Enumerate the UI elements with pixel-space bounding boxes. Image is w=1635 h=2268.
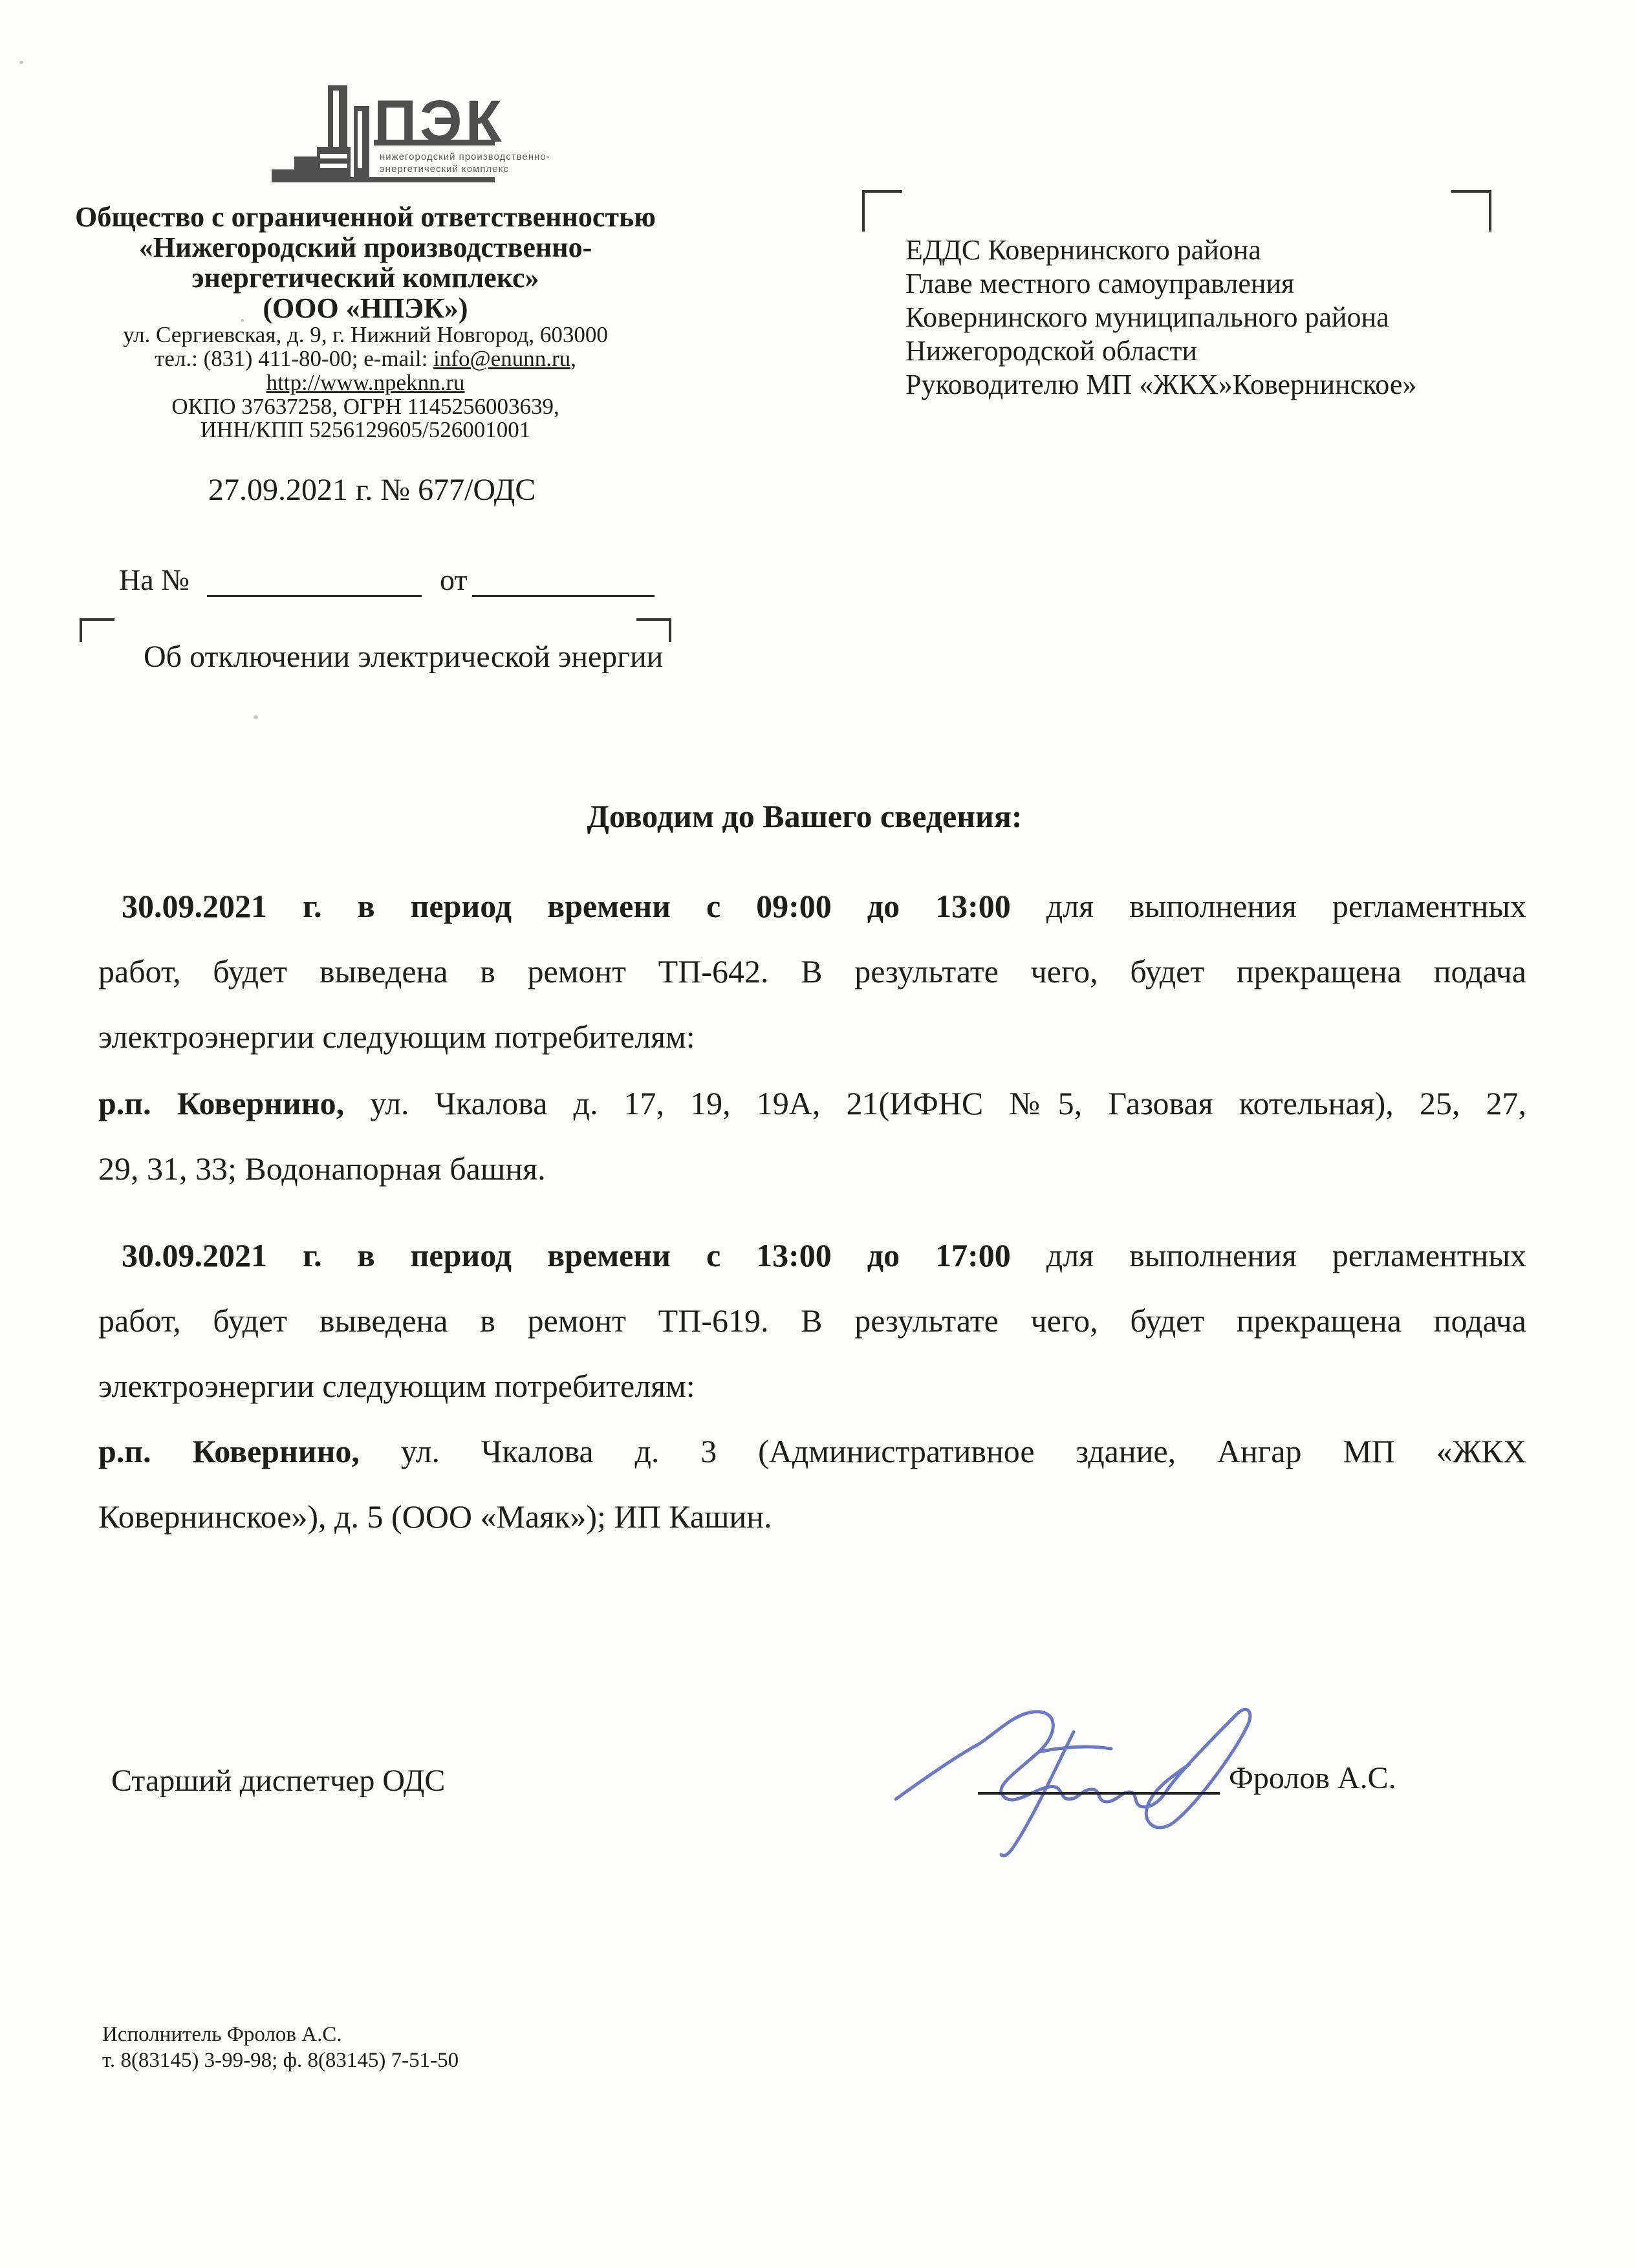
org-abbr-line: (ООО «НПЭК») [263,292,468,324]
outage2-consumers1-rest: ул. Чкалова д. 3 (Административное здание, Ангар МП «ЖКХ [359,1433,1526,1469]
scan-speckle [254,715,258,719]
outage1-line-1 [98,887,1526,925]
body-title: Доводим до Вашего сведения: [587,798,1023,834]
corner-mark-bottom-left [80,618,114,642]
outage1-line-3: электроэнергии следующим потребителям: [98,1019,695,1055]
recipient-line: Руководителю МП «ЖКХ»Ковернинское» [905,369,1417,400]
outage1-line1-rest: для выполнения регламентных [1010,888,1526,924]
outage1-place: р.п. Ковернино, [98,1085,345,1121]
logo-chimney-stripe-2 [358,111,362,168]
signer-name: Фролов А.С. [1229,1761,1396,1795]
reply-to-label: На № [119,563,190,596]
recipient-line: ЕДДС Ковернинского района [905,234,1261,266]
outage2-consumers-1 [98,1432,1526,1470]
org-registry-line-1: ОКПО 37637258, ОГРН 1145256003639, [171,394,559,419]
recipient-line: Нижегородской области [905,335,1198,367]
logo-tagline-2: энергетический комплекс [380,164,509,175]
outage2-consumers-2: Ковернинское»), д. 5 (ООО «Маяк»); ИП Кашин. [98,1498,772,1535]
org-name-line-2: энергетический комплекс» [191,262,539,294]
outage2-line1-rest: для выполнения регламентных [1010,1237,1526,1273]
signer-position: Старший диспетчер ОДС [111,1764,446,1798]
executor-phones: т. 8(83145) 3-99-98; ф. 8(83145) 7-51-50 [102,2049,459,2072]
company-logo [255,72,550,195]
org-registry-line-2: ИНН/КПП 5256129605/526001001 [200,417,531,442]
recipient-line: Ковернинского муниципального района [905,301,1389,333]
logo-tagline-1: нижегородский производственно- [380,151,550,162]
outage2-line-3: электроэнергии следующим потребителям: [98,1368,695,1404]
executor-line: Исполнитель Фролов А.С. [102,2023,342,2046]
outage2-line-1 [98,1237,1526,1274]
logo-baseline [272,177,495,182]
corner-mark-top-left [862,190,902,232]
recipient-line: Главе местного самоуправления [905,268,1295,299]
org-type-line: Общество с ограниченной ответственностью [75,201,656,233]
logo-window-slit [320,154,347,158]
outage1-consumers-2: 29, 31, 33; Водонапорная башня. [98,1150,546,1187]
outage1-consumers-1 [98,1085,1526,1122]
outage1-consumers1-rest: ул. Чкалова д. 17, 19, 19А, 21(ИФНС №5, Газовая котельная), 25, 27, [344,1085,1526,1121]
scan-speckle [241,319,244,322]
outage2-line-2: работ, будет выведена в ремонт ТП-619. В результате чего, будет прекращена подача [98,1302,1526,1339]
recipient-block [905,233,1416,402]
handwritten-signature [873,1681,1261,1888]
website-link: http://www.npeknn.ru [266,370,465,395]
email-link: info@enunn.ru [433,346,571,371]
subject-line: Об отключении электрической энергии [144,640,664,674]
contacts-comma: , [570,346,576,371]
reply-from-label: от [440,563,468,596]
org-contacts-line [68,346,663,372]
org-address-line: ул. Сергиевская, д. 9, г. Нижний Новгород, 603000 [123,322,608,347]
reply-number-blank-line [207,595,422,597]
signature-stroke-flourish [1039,1747,1111,1752]
reply-date-blank-line [472,595,655,597]
outgoing-date-number: 27.09.2021 г. № 677/ОДС [208,473,536,507]
phone-text: тел.: (831) 411-80-00; e-mail: [155,346,434,371]
org-website-line [68,370,663,396]
outage2-place: р.п. Ковернино, [98,1433,360,1469]
outage1-line-2: работ, будет выведена в ремонт ТП-642. В результате чего, будет прекращена подача [98,953,1526,989]
outage2-period: 30.09.2021 г. в период времени с 13:00 до 17:00 [122,1237,1011,1273]
outage1-period: 30.09.2021 г. в период времени с 09:00 до 13:00 [122,888,1011,924]
corner-mark-top-right [1451,190,1491,232]
org-name-line-1: «Нижегородский производственно- [138,232,592,263]
signature-line [978,1792,1220,1795]
logo-window-slit-2 [320,164,347,168]
scan-speckle [19,61,23,64]
logo-acronym: ПЭК [374,89,505,155]
